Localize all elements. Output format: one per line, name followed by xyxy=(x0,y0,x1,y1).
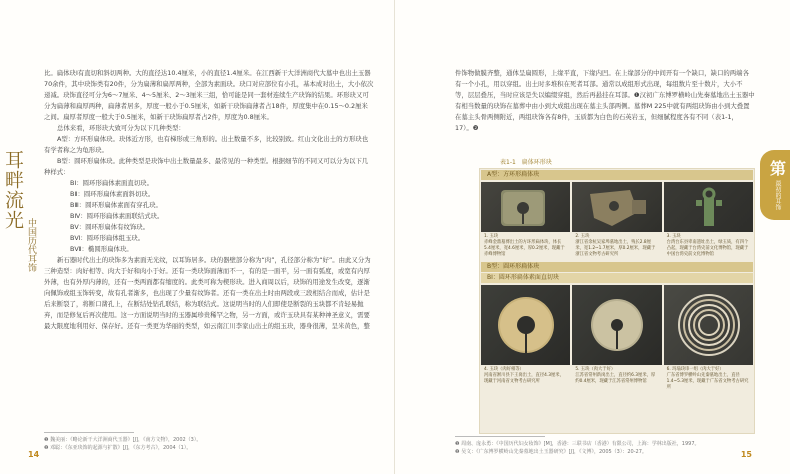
list-item: BⅦ：椭圆形扁体玦。 xyxy=(70,245,133,253)
table-caption: 表1-1 扁体环形玦 xyxy=(500,159,552,166)
artifact-image xyxy=(664,285,753,365)
table-cell xyxy=(572,285,661,409)
artifact-image xyxy=(664,182,753,232)
table-cell xyxy=(481,182,570,262)
row-a xyxy=(481,182,753,262)
chapter-subtitle: 最初的耳饰 xyxy=(774,180,781,210)
footnote-rule xyxy=(455,436,545,437)
right-page xyxy=(395,0,790,474)
book-title-calligraphy: 耳畔流光 xyxy=(2,150,24,230)
list-item: BⅣ：圆环形扁体素面联结式玦。 xyxy=(70,212,164,220)
paragraph: A型：方环形扁体玦。玦体近方形，也有梯形或三角形的。出土数量不多，比较别致。红山文化出土的方形玦也有学者称之为龟形玦。 xyxy=(44,135,369,154)
left-body-text xyxy=(44,68,374,332)
artifact-image xyxy=(572,182,661,232)
list-item: BⅥ：圆环形扁体组玉玦。 xyxy=(70,234,145,242)
right-footnotes xyxy=(455,440,755,456)
chapter-tab xyxy=(760,150,790,220)
footnote: ❷ 邓聪：《东亚玦饰的起源与扩散》[J]，《东方考古》，2004（1）。 xyxy=(44,445,192,451)
artifact-caption: 5. 玉玦（肉大于好） 江苏省常州新岗出土，直径约6.3厘米，厚约0.4厘米，现藏于江苏省常州博物馆 xyxy=(575,367,656,384)
section-b1-header: BⅠ：圆环形扁体素面直切玦 xyxy=(481,273,753,283)
left-sidebar xyxy=(0,150,40,320)
page-number: 15 xyxy=(740,450,752,459)
table-cell xyxy=(664,285,753,409)
section-b-header: B型：圆环形扁体玦 xyxy=(481,262,753,272)
artifact-caption: 2. 玉玦 浙江省余杭吴家埠墓地出土，残长2.8厘米，宽1.2~1.7厘米，厚0.2厘米，现藏于浙江省文物考古研究所 xyxy=(575,234,656,257)
table-cell xyxy=(572,182,661,262)
footnote: ❶ 魏美丽：《略论新干大洋洲商代玉器》[J]，《南方文物》，2002（3）。 xyxy=(44,437,202,443)
paragraph: 比。扁体玦Ⅰ有直切和斜切两种。大的直径达10.4厘米，小的直径1.4厘米。在江西新干大洋洲商代大墓中也出土玉器70余件，其中玦饰类有20件，分为扁薄和扁厚两种，全部为素面玦。玦口对应部位有小孔，基本成对出土，大小依次递减。玦饰直径可分为6～7厘米、4～5厘米、2～3厘米三组，恰可能是同一套材连续生产玦饰的结果。环形玦又可分为扁薄和扁厚两种，扁薄者居多，厚度一般小于0.5厘米，如新干玦饰扁薄者占18件，厚度集中在0.15～0.2厘米之间。扁厚者厚度一般大于0.5厘米，如新干玦饰扁厚者占2件，厚度为0.8厘米。 xyxy=(44,69,374,121)
book-subtitle: 中国历代耳饰 xyxy=(26,218,36,272)
table-cell xyxy=(481,285,570,409)
artifact-caption: 1. 玉玦 赤峰金鼎墓葬出土的方环形扁体玦，体长5.4厘米，宽4.6厘米，厚0.2厘米，现藏于赤峰博物馆 xyxy=(484,234,565,257)
list-item: BⅠ：圆环形扁体素面直切玦。 xyxy=(70,179,153,187)
footnote: ❷ 吴文：《广东博罗横岭山先秦墓地出土玉器研究》[J]，《文博》，2005（3）：20-27。 xyxy=(455,449,647,455)
right-body-text: 件饰物做膜齐整，通体呈扁圆形，上缘平直，下缘内凹。在上缘部分的中间开有一个缺口，缺口的两端各有一个小孔，用以穿组。出土时多堆积在死者耳部。通常以成组形式出现，每组数片至十数片，大小不等，层层叠压，当时应该是失以编缀穿组，然后再悬挂在耳部。❶汉初广东博罗横岭山先秦墓地出土玉器中有相当数量的玦饰在墓葬中由小到大成组出现在墓主头部两侧。墓葬M 225中就有两组玦饰由小到大叠置在墓主头骨两侧附近，两组玦饰各有8件，玉质都为白色的石英岩玉，但细腻程度各有不同（表1-1，17）。❷ xyxy=(455,69,755,132)
left-footnotes xyxy=(44,436,374,452)
list-item: BⅡ：圆环形扁体素面斜切玦。 xyxy=(70,190,155,198)
artifact-image xyxy=(481,182,570,232)
section-a-header: A型：方环形扁体玦 xyxy=(481,170,753,180)
paragraph: 总体来看，环形玦大致可分为以下几种类型： xyxy=(57,124,185,132)
paragraph: B型：圆环形扁体玦。此种类型是玦饰中出土数量最多、最常见的一种类型。根据细节的不同又可以分为以下几种样式： xyxy=(44,157,369,176)
list-item: BⅢ：圆环形扁体素面有穿孔玦。 xyxy=(70,201,162,209)
figure-table xyxy=(479,168,755,434)
chapter-char: 第 xyxy=(769,159,786,178)
footnote-rule xyxy=(44,432,134,433)
table-cell xyxy=(664,182,753,262)
paragraph: 新石器时代出土的玦饰多为素面无光纹，以耳饰居多。玦的器壁部分称为“肉”，孔径部分称为“好”。由此又分为三种造型：肉好相等、肉大于好和肉小于好。还有一类玦饰面薄而不一，有的是一面平，另一面有弧度，或宽有内厚外薄，也有外厚内薄的，还有一类两面都有缩度的。此类可称为楔形玦。进入商周以后，玦饰的用途发生改变，逐渐向佩饰或组玉饰转变，故有孔者渐多，也出现了少量有纹饰者。还有一类在出土时由两段或三段相结合而成，估计是后来断裂了，将断口凿孔上，在断结处钻孔联结，称为联结式。这说明当时的人们即使是断裂的玉块都不肯轻易抛弃，而是修复后再次使用。这一方面说明当时的玉器属珍贵稀罕之物，另一方面，或许玉玦具有某种神圣意义，需要最大限度地利用好、保存好。还有一类更为华丽的类型，如云南江川李家山出土的组玉玦，器身很薄，呈米黄色，整 xyxy=(44,256,371,330)
artifact-caption: 6. 玛瑙玦串一组（肉大于好） 广东省博罗横岭山先秦墓地出土，直径1.4~5.3厘米，现藏于广东省文物考古研究所 xyxy=(666,367,749,390)
artifact-caption: 3. 玉玦 台湾台东县卑南遗址出土，绿玉质，有四个凸起，现藏于台湾史前文化博物馆，现藏于中国台湾史前文化博物馆 xyxy=(666,234,749,257)
artifact-image xyxy=(572,285,661,365)
artifact-image xyxy=(481,285,570,365)
artifact-caption: 4. 玉玦（肉好相等） 河南省淅川县下王岗出土，直径4.3厘米，现藏于河南省文物考古研究所 xyxy=(484,367,564,384)
row-b xyxy=(481,285,753,409)
list-item: BⅤ：圆环形扁体有纹饰玦。 xyxy=(70,223,150,231)
footnote: ❶ 周南、庞永勇：《中国历代妇女妆饰》[M]，香港：三联书店（香港）有限公司，上海：学林出版社，1997。 xyxy=(455,441,700,447)
page-number: 14 xyxy=(28,450,40,459)
